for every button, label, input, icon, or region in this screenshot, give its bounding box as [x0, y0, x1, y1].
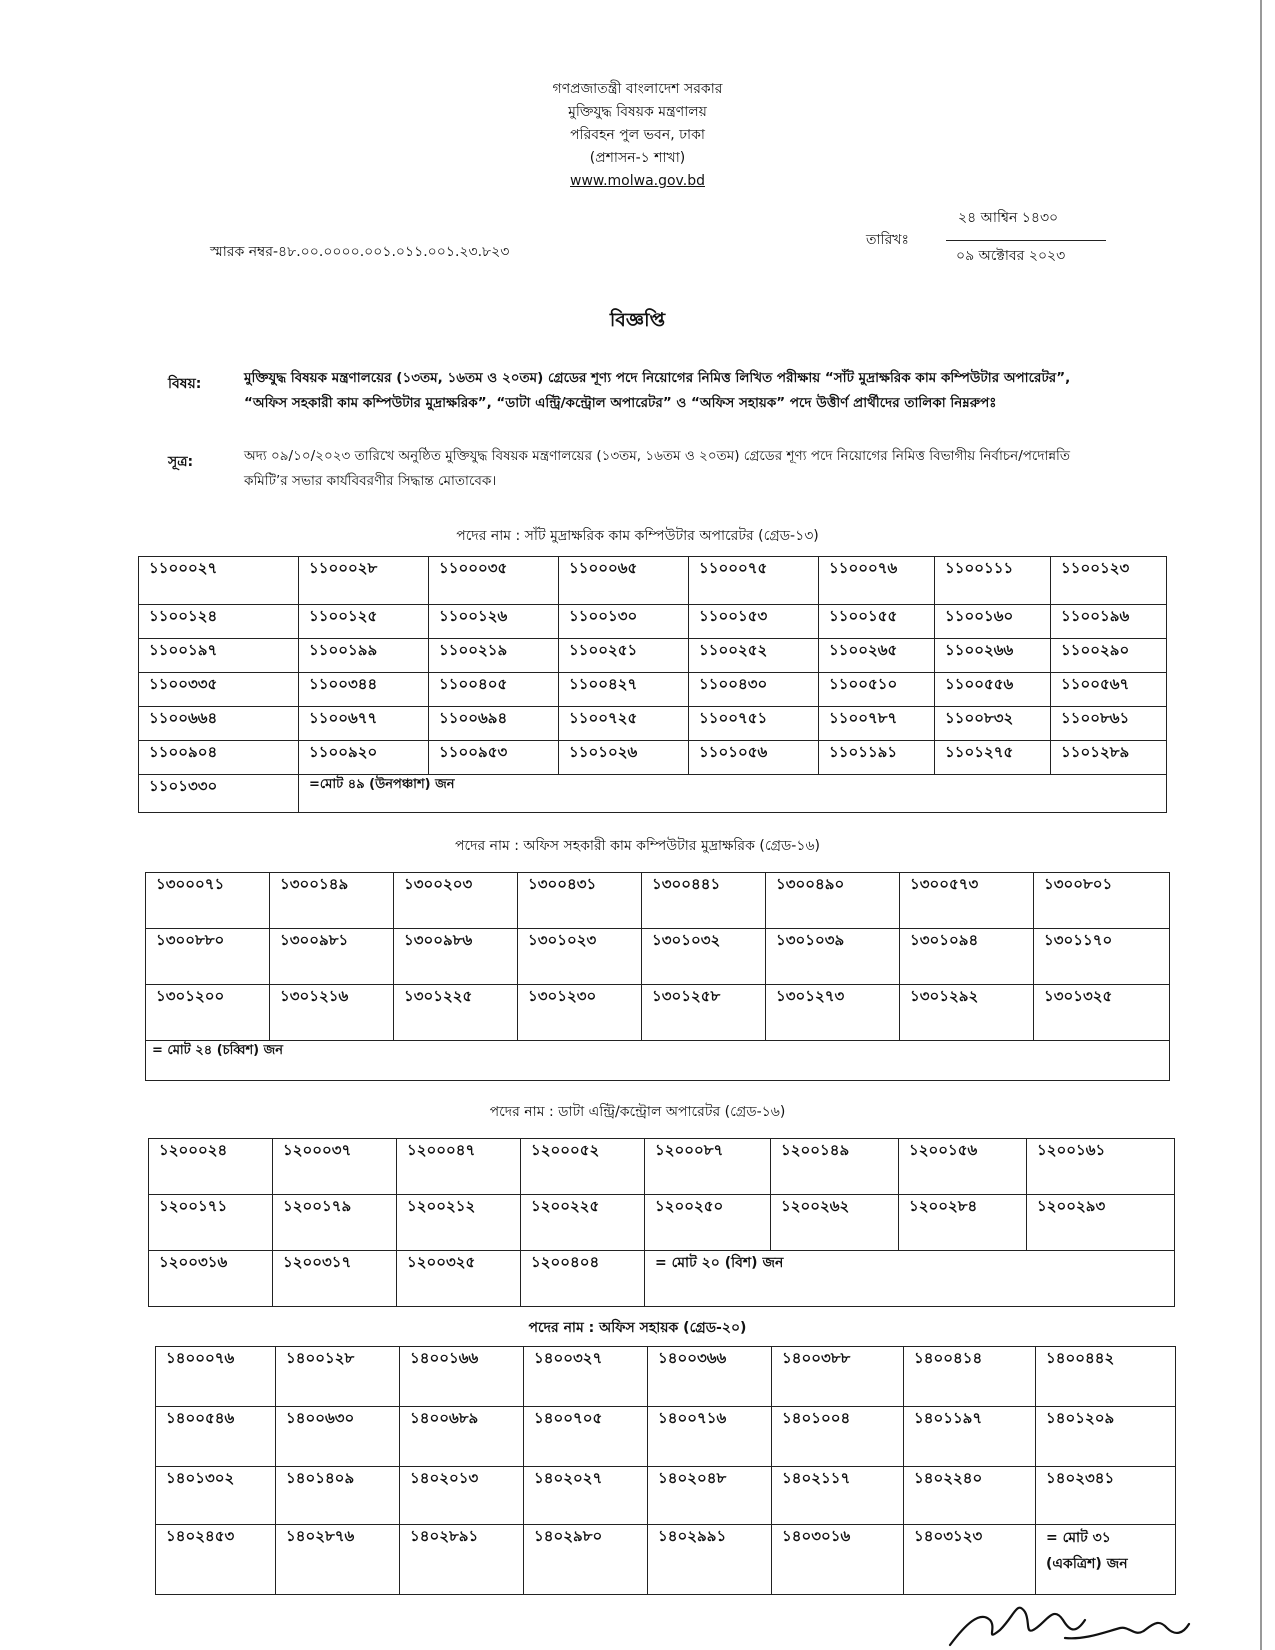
- roll-cell: ১৪০০৬৩০: [276, 1407, 400, 1467]
- roll-cell: ১৪০২৮৭৬: [276, 1525, 400, 1595]
- roll-cell: ১১০০৬৯৪: [429, 707, 559, 741]
- date-divider: [946, 240, 1106, 241]
- roll-cell: ১৪০০৩৮৮: [772, 1347, 904, 1407]
- subject-line-2: “অফিস সহকারী কাম কম্পিউটার মুদ্রাক্ষরিক”, “ডাটা এন্ট্রি/কন্ট্রোল অপারেটর” ও “অফিস সহায়ক” পদে উত্তীর্ণ প্রার্থীদের তালিকা নিম্নরুপঃ: [244, 395, 997, 411]
- roll-cell: ১২০০২৯৩: [1027, 1195, 1175, 1251]
- roll-cell: ১৪০০৪৪২: [1036, 1347, 1176, 1407]
- roll-cell: ১১০০১৯৯: [299, 639, 429, 673]
- table-row: [156, 1467, 1176, 1525]
- roll-cell: ১৩০১৩২৫: [1034, 985, 1170, 1041]
- roll-cell: ১৩০০২০৩: [394, 873, 518, 929]
- roll-cell: ১২০০০৫২: [521, 1139, 645, 1195]
- candidate-table-grade-13: [138, 556, 1167, 813]
- roll-cell: ১৩০০৫৭৩: [900, 873, 1034, 929]
- roll-cell: ১৩০১১৭০: [1034, 929, 1170, 985]
- roll-cell: ১১০০০২৮: [299, 557, 429, 605]
- subject-label: বিষয়:: [168, 376, 202, 392]
- roll-cell: ১৪০০৫৪৬: [156, 1407, 276, 1467]
- roll-cell: ১১০০২৫২: [689, 639, 819, 673]
- table-row: [146, 929, 1170, 985]
- website-link[interactable]: www.molwa.gov.bd: [570, 173, 705, 189]
- roll-cell: ১৩০১০২৩: [518, 929, 642, 985]
- roll-cell: ১২০০২৬২: [771, 1195, 899, 1251]
- roll-cell: ১২০০১৪৯: [771, 1139, 899, 1195]
- reference-label: সূত্র:: [168, 454, 194, 470]
- roll-cell: ১২০০২৫০: [645, 1195, 771, 1251]
- roll-cell: ১১০০৪২৭: [559, 673, 689, 707]
- roll-cell: ১৪০০১২৮: [276, 1347, 400, 1407]
- candidate-table-office-assistant-typist: [145, 872, 1170, 1081]
- roll-cell: ১১০০৭৮৭: [819, 707, 935, 741]
- candidate-table-data-entry: [148, 1138, 1175, 1307]
- roll-cell: ১১০০৬৬৪: [139, 707, 299, 741]
- roll-cell: ১১০১২৭৫: [935, 741, 1051, 775]
- roll-cell: ১৩০০৮০১: [1034, 873, 1170, 929]
- roll-cell: ১১০০৫১০: [819, 673, 935, 707]
- roll-cell: ১১০০২৬৫: [819, 639, 935, 673]
- roll-cell: ১৪০১৪০৯: [276, 1467, 400, 1525]
- roll-cell: ১১০০০৭৬: [819, 557, 935, 605]
- roll-cell: ১১০০০৬৫: [559, 557, 689, 605]
- roll-cell: ১৩০০৮৮০: [146, 929, 270, 985]
- table-row: [139, 557, 1167, 605]
- roll-cell: ১২০০৩১৬: [149, 1251, 273, 1307]
- roll-cell: ১১০০৪৩০: [689, 673, 819, 707]
- government-name: গণপ্রজাতন্ত্রী বাংলাদেশ সরকার: [552, 81, 723, 97]
- roll-cell: ১১০০২৬৬: [935, 639, 1051, 673]
- table-row: [139, 605, 1167, 639]
- roll-cell: ১৩০০৪৪১: [642, 873, 766, 929]
- roll-cell: ১১০০৫৬৭: [1051, 673, 1167, 707]
- scan-edge: [1260, 0, 1262, 1650]
- office-address: পরিবহন পুল ভবন, ঢাকা: [570, 127, 705, 143]
- roll-cell: ১৪০৩১২৩: [904, 1525, 1036, 1595]
- roll-cell: ১২০০০২৪: [149, 1139, 273, 1195]
- roll-cell: ১১০০৭৫১: [689, 707, 819, 741]
- roll-cell: ১৪০১১৯৭: [904, 1407, 1036, 1467]
- roll-cell: ১৪০১২০৯: [1036, 1407, 1176, 1467]
- table-row: [149, 1139, 1175, 1195]
- table-row: [156, 1525, 1176, 1595]
- roll-cell: ১৩০০৯৮১: [270, 929, 394, 985]
- roll-cell: ১৩০১২১৬: [270, 985, 394, 1041]
- total-count-line-2: (একত্রিশ) জন: [1046, 1556, 1128, 1572]
- roll-cell: ১২০০২৮৪: [899, 1195, 1027, 1251]
- roll-cell: ১২০০২১২: [397, 1195, 521, 1251]
- roll-cell: ১১০০৯২০: [299, 741, 429, 775]
- reference-line-2: কমিটি’র সভার কার্যবিবরণীর সিদ্ধান্ত মোতাবেক।: [244, 473, 497, 489]
- roll-cell: ১১০০১২৬: [429, 605, 559, 639]
- section-title-office-assistant-typist: পদের নাম : অফিস সহকারী কাম কম্পিউটার মুদ্রাক্ষরিক (গ্রেড-১৬): [454, 838, 821, 854]
- roll-cell: ১৩০১২৯২: [900, 985, 1034, 1041]
- roll-cell: ১৪০০১৬৬: [400, 1347, 524, 1407]
- roll-cell: ১৩০১২৭৩: [766, 985, 900, 1041]
- section-title-data-entry: পদের নাম : ডাটা এন্ট্রি/কন্ট্রোল অপারেটর (গ্রেড-১৬): [489, 1104, 786, 1120]
- roll-cell: ১৩০০৪৩১: [518, 873, 642, 929]
- roll-cell: ১১০০৩৩৫: [139, 673, 299, 707]
- reference-line-1: অদ্য ০৯/১০/২০২৩ তারিখে অনুষ্ঠিত মুক্তিযুদ্ধ বিষয়ক মন্ত্রণালয়ের (১৩তম, ১৬তম ও ২০তম) গ্রেডের শূণ্য পদে নিয়োগের নিমিত্ত বিভাগীয় নির্বাচন/পদোন্নতি: [244, 448, 1071, 464]
- table-row: [139, 707, 1167, 741]
- roll-cell: ১৩০১০৩২: [642, 929, 766, 985]
- section-title-office-helper: পদের নাম : অফিস সহায়ক (গ্রেড-২০): [528, 1320, 747, 1336]
- table-row: [139, 741, 1167, 775]
- branch-name: (প্রশাসন-১ শাখা): [589, 150, 686, 166]
- roll-cell: ১২০০০৩৭: [273, 1139, 397, 1195]
- roll-cell: ১১০০৩৪৪: [299, 673, 429, 707]
- roll-cell: ১৪০২০৪৮: [648, 1467, 772, 1525]
- roll-cell: ১২০০৩২৫: [397, 1251, 521, 1307]
- memo-number: স্মারক নম্বর-৪৮.০০.০০০০.০০১.০১১.০০১.২৩.৮২৩: [210, 244, 510, 260]
- roll-cell: ১৪০২৩৪১: [1036, 1467, 1176, 1525]
- roll-cell: ১৪০২৯৮০: [524, 1525, 648, 1595]
- roll-cell: ১৩০১০৩৯: [766, 929, 900, 985]
- roll-cell: ১২০০০৮৭: [645, 1139, 771, 1195]
- table-row: [139, 775, 1167, 813]
- date-gregorian: ০৯ অক্টোবর ২০২৩: [956, 248, 1066, 264]
- section-title-grade-13: পদের নাম : সাঁট মুদ্রাক্ষরিক কাম কম্পিউটার অপারেটর (গ্রেড-১৩): [456, 528, 819, 544]
- roll-cell: ১১০০১৯৭: [139, 639, 299, 673]
- roll-cell: ১১০০৯৫৩: [429, 741, 559, 775]
- roll-cell: ১১০০১৬০: [935, 605, 1051, 639]
- total-count: =মোট ৪৯ (উনপঞ্চাশ) জন: [299, 775, 1167, 813]
- roll-cell: ১১০০৮৩২: [935, 707, 1051, 741]
- roll-cell: ১৪০০৩২৭: [524, 1347, 648, 1407]
- roll-cell: ১৪০০৪১৪: [904, 1347, 1036, 1407]
- roll-cell: ১১০০৫৫৬: [935, 673, 1051, 707]
- total-count: = মোট ২৪ (চব্বিশ) জন: [146, 1041, 1170, 1081]
- total-count-line-1: = মোট ৩১: [1046, 1530, 1111, 1546]
- roll-cell: ১১০০৬৭৭: [299, 707, 429, 741]
- roll-cell: ১৩০১২০০: [146, 985, 270, 1041]
- roll-cell: ১৪০০৭১৬: [648, 1407, 772, 1467]
- roll-cell: ১৪০২২৪০: [904, 1467, 1036, 1525]
- table-row: [156, 1407, 1176, 1467]
- roll-cell: ১১০০৪০৫: [429, 673, 559, 707]
- roll-cell: ১১০০১৩০: [559, 605, 689, 639]
- roll-cell: ১১০০১৯৬: [1051, 605, 1167, 639]
- roll-cell: ১১০০১১১: [935, 557, 1051, 605]
- roll-cell: ১৪০০৩৬৬: [648, 1347, 772, 1407]
- roll-cell: ১১০০১২৫: [299, 605, 429, 639]
- roll-cell: ১৪০০৬৮৯: [400, 1407, 524, 1467]
- roll-cell: ১৪০২০২৭: [524, 1467, 648, 1525]
- table-row: [139, 639, 1167, 673]
- roll-cell: ১৩০১০৯৪: [900, 929, 1034, 985]
- roll-cell: ১১০০২৯০: [1051, 639, 1167, 673]
- roll-cell: ১১০১১৯১: [819, 741, 935, 775]
- roll-cell: ১৩০০৪৯০: [766, 873, 900, 929]
- roll-cell: ১৩০১২৫৮: [642, 985, 766, 1041]
- roll-cell: ১৪০২১১৭: [772, 1467, 904, 1525]
- roll-cell: ১১০০১৫৫: [819, 605, 935, 639]
- roll-cell: ১৪০২৪৫৩: [156, 1525, 276, 1595]
- signature: [945, 1590, 1195, 1650]
- roll-cell: ১৩০১২৩০: [518, 985, 642, 1041]
- roll-cell: ১৩০০৯৮৬: [394, 929, 518, 985]
- candidate-table-office-helper: [155, 1346, 1176, 1595]
- table-row: [149, 1195, 1175, 1251]
- total-count: = মোট ২০ (বিশ) জন: [645, 1251, 1175, 1307]
- roll-cell: ১৪০২৯৯১: [648, 1525, 772, 1595]
- roll-cell: ১১০০০৭৫: [689, 557, 819, 605]
- roll-cell: ১৩০০১৪৯: [270, 873, 394, 929]
- roll-cell: ১১০১৩৩০: [139, 775, 299, 813]
- total-count: [1036, 1525, 1176, 1595]
- roll-cell: ১২০০১৬১: [1027, 1139, 1175, 1195]
- table-row: [146, 1041, 1170, 1081]
- table-row: [139, 673, 1167, 707]
- roll-cell: ১১০১০৫৬: [689, 741, 819, 775]
- roll-cell: ১১০০১২৩: [1051, 557, 1167, 605]
- roll-cell: ১২০০১৭৯: [273, 1195, 397, 1251]
- roll-cell: ১২০০১৫৬: [899, 1139, 1027, 1195]
- roll-cell: ১৪০০৭০৫: [524, 1407, 648, 1467]
- roll-cell: ১১০১০২৬: [559, 741, 689, 775]
- reference-text: [244, 444, 1070, 494]
- roll-cell: ১৩০০০৭১: [146, 873, 270, 929]
- ministry-name: মুক্তিযুদ্ধ বিষয়ক মন্ত্রণালয়: [568, 104, 707, 120]
- roll-cell: ১৪০১৩০২: [156, 1467, 276, 1525]
- table-row: [146, 873, 1170, 929]
- roll-cell: ১১০০১৫৩: [689, 605, 819, 639]
- roll-cell: ১১০০৯০৪: [139, 741, 299, 775]
- roll-cell: ১২০০৪০৪: [521, 1251, 645, 1307]
- roll-cell: ১৪০২৮৯১: [400, 1525, 524, 1595]
- roll-cell: ১২০০১৭১: [149, 1195, 273, 1251]
- table-row: [146, 985, 1170, 1041]
- roll-cell: ১১০০০২৭: [139, 557, 299, 605]
- roll-cell: ১১০০১২৪: [139, 605, 299, 639]
- roll-cell: ১২০০৩১৭: [273, 1251, 397, 1307]
- roll-cell: ১৪০০০৭৬: [156, 1347, 276, 1407]
- roll-cell: ১৪০১০০৪: [772, 1407, 904, 1467]
- letterhead: [0, 78, 1275, 193]
- table-row: [156, 1347, 1176, 1407]
- roll-cell: ১২০০২২৫: [521, 1195, 645, 1251]
- subject-text: [244, 366, 1070, 416]
- roll-cell: ১৪০৩০১৬: [772, 1525, 904, 1595]
- roll-cell: ১১০০০৩৫: [429, 557, 559, 605]
- roll-cell: ১১০১২৮৯: [1051, 741, 1167, 775]
- roll-cell: ১১০০৮৬১: [1051, 707, 1167, 741]
- roll-cell: ১১০০৭২৫: [559, 707, 689, 741]
- subject-line-1: মুক্তিযুদ্ধ বিষয়ক মন্ত্রণালয়ের (১৩তম, ১৬তম ও ২০তম) গ্রেডের শূণ্য পদে নিয়োগের নিমিত্ত লিখিত পরীক্ষায় “সাঁট মুদ্রাক্ষরিক কাম কম্পিউটার অপারেটর”,: [244, 370, 1071, 386]
- table-row: [149, 1251, 1175, 1307]
- roll-cell: ১৩০১২২৫: [394, 985, 518, 1041]
- roll-cell: ১১০০২১৯: [429, 639, 559, 673]
- roll-cell: ১২০০০৪৭: [397, 1139, 521, 1195]
- date-label: তারিখঃ: [866, 232, 909, 248]
- date-bangla: ২৪ আশ্বিন ১৪৩০: [958, 210, 1059, 226]
- roll-cell: ১৪০২০১৩: [400, 1467, 524, 1525]
- notice-title: বিজ্ঞপ্তি: [609, 309, 666, 331]
- roll-cell: ১১০০২৫১: [559, 639, 689, 673]
